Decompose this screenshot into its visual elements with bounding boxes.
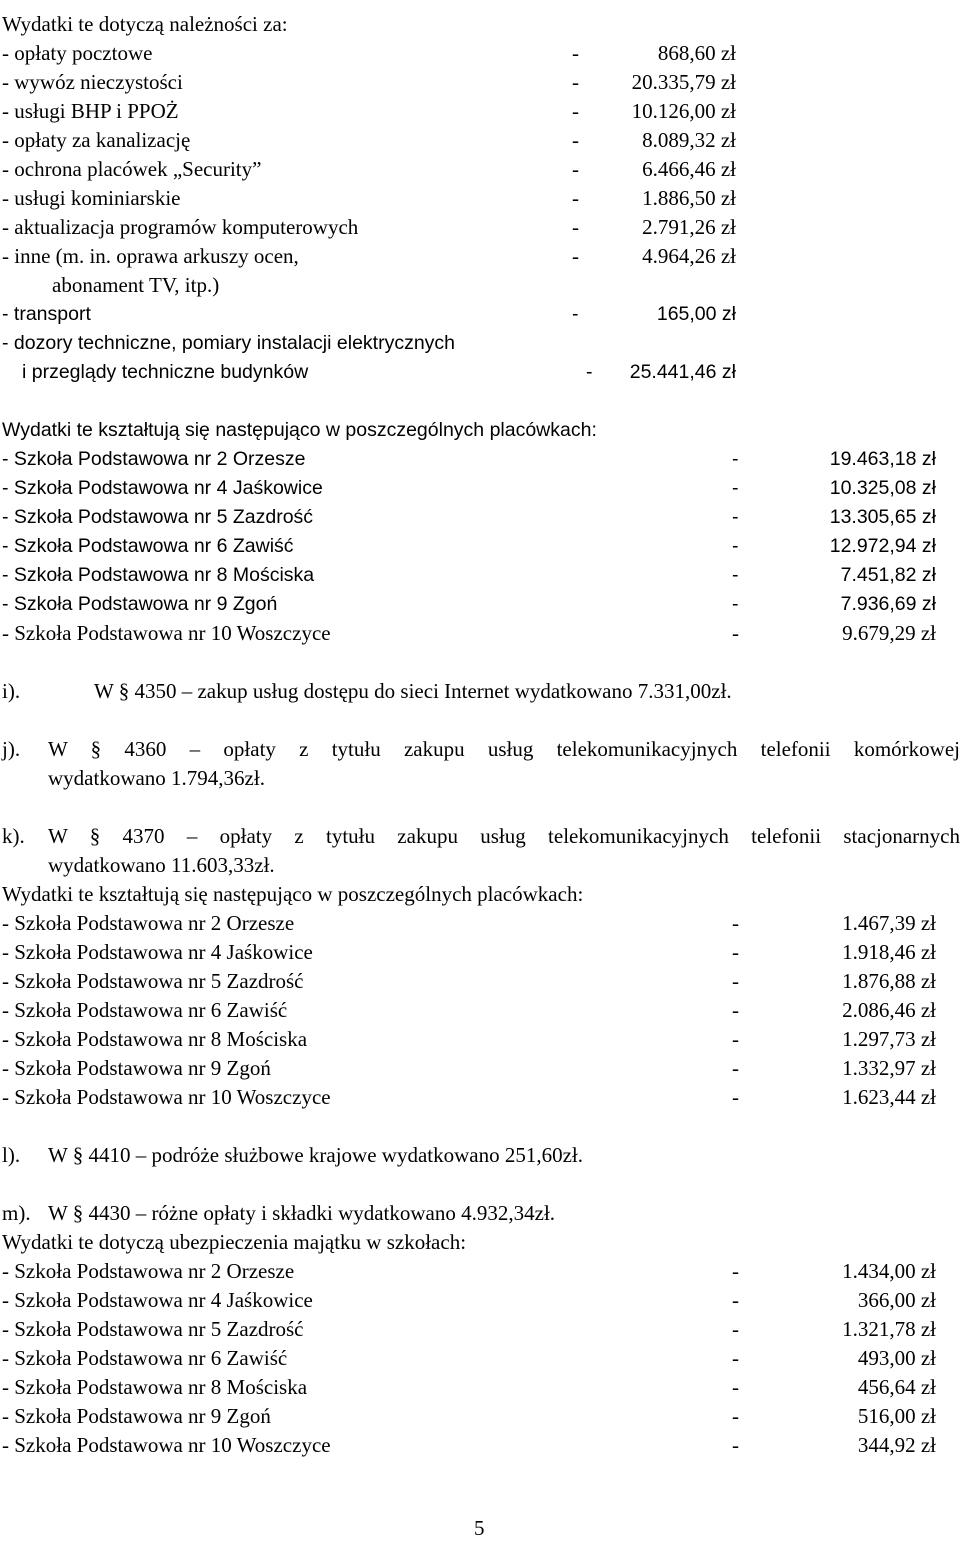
item-label: - Szkoła Podstawowa nr 8 Mościska xyxy=(2,1027,308,1051)
item-label: - Szkoła Podstawowa nr 10 Woszczyce xyxy=(2,1433,331,1457)
item-label: - Szkoła Podstawowa nr 6 Zawiść xyxy=(2,535,294,557)
section4-list xyxy=(2,1257,960,1460)
item-dash: - xyxy=(572,70,579,94)
list-item xyxy=(2,39,960,68)
list-item xyxy=(2,1257,960,1286)
item-label: i przeglądy techniczne budynków xyxy=(22,361,309,383)
item-amount: 10.126,00 zł xyxy=(631,99,736,123)
item-amount: 1.297,73 zł xyxy=(842,1027,936,1051)
item-dash: - xyxy=(586,361,593,383)
item-label: - ochrona placówek „Security” xyxy=(2,157,262,181)
item-amount: 8.089,32 zł xyxy=(642,128,736,152)
item-label: - usługi BHP i PPOŻ xyxy=(2,99,179,123)
paragraph-text: wydatkowano 1.794,36zł. xyxy=(48,766,265,790)
item-dash: - xyxy=(732,1433,739,1457)
list-item xyxy=(2,1054,960,1083)
item-label: - Szkoła Podstawowa nr 6 Zawiść xyxy=(2,1346,288,1370)
item-dash: - xyxy=(572,99,579,123)
item-amount: 1.434,00 zł xyxy=(842,1259,936,1283)
item-dash: - xyxy=(572,128,579,152)
item-amount: 1.321,78 zł xyxy=(842,1317,936,1341)
item-amount: 165,00 zł xyxy=(656,303,736,325)
paragraph-text: W § 4370 – opłaty z tytułu zakupu usług telekomunikacyjnych telefonii stacjonarnych xyxy=(48,824,960,848)
item-amount: 456,64 zł xyxy=(857,1375,936,1399)
item-dash: - xyxy=(732,1056,739,1080)
item-dash: - xyxy=(732,1404,739,1428)
item-amount: 366,00 zł xyxy=(857,1288,936,1312)
item-label: - Szkoła Podstawowa nr 8 Mościska xyxy=(2,564,315,586)
item-dash: - xyxy=(572,303,579,325)
list-item xyxy=(2,1025,960,1054)
paragraph-i xyxy=(2,677,960,706)
item-amount: 868,60 zł xyxy=(657,41,736,65)
item-label: - opłaty za kanalizację xyxy=(2,128,191,152)
item-label: - Szkoła Podstawowa nr 5 Zazdrość xyxy=(2,1317,304,1341)
paragraph-letter: i). xyxy=(2,679,21,703)
list-item xyxy=(2,155,960,184)
item-amount: 1.886,50 zł xyxy=(642,186,736,210)
list-item xyxy=(2,1083,960,1112)
item-dash: - xyxy=(572,244,579,268)
item-amount: 1.332,97 zł xyxy=(842,1056,936,1080)
paragraph-letter: m). xyxy=(2,1201,31,1225)
item-label: - Szkoła Podstawowa nr 9 Zgoń xyxy=(2,1056,271,1080)
item-dash: - xyxy=(732,1346,739,1370)
list-item xyxy=(2,184,960,213)
item-dash: - xyxy=(732,506,739,528)
item-label: - Szkoła Podstawowa nr 9 Zgoń xyxy=(2,1404,271,1428)
item-dash: - xyxy=(732,477,739,499)
item-dash: - xyxy=(732,593,739,615)
item-dash: - xyxy=(732,535,739,557)
item-label: - aktualizacja programów komputerowych xyxy=(2,215,359,239)
list-item xyxy=(2,300,960,329)
item-label: - Szkoła Podstawowa nr 2 Orzesze xyxy=(2,1259,295,1283)
item-label: - Szkoła Podstawowa nr 6 Zawiść xyxy=(2,998,288,1022)
item-dash: - xyxy=(572,186,579,210)
document-page xyxy=(2,0,960,1460)
item-amount: 2.086,46 zł xyxy=(842,998,936,1022)
paragraph-text: wydatkowano 11.603,33zł. xyxy=(48,853,275,877)
item-label: - opłaty pocztowe xyxy=(2,41,153,65)
list-item xyxy=(2,532,960,561)
list-item xyxy=(2,1402,960,1431)
item-dash: - xyxy=(572,157,579,181)
item-amount: 1.623,44 zł xyxy=(842,1085,936,1109)
item-dash: - xyxy=(732,1317,739,1341)
paragraph-j xyxy=(2,735,960,793)
item-amount: 344,92 zł xyxy=(857,1433,936,1457)
item-dash: - xyxy=(732,1375,739,1399)
item-label: - Szkoła Podstawowa nr 4 Jaśkowice xyxy=(2,477,323,499)
item-dash: - xyxy=(732,1085,739,1109)
paragraph-l xyxy=(2,1141,960,1170)
list-item xyxy=(2,358,960,387)
item-dash: - xyxy=(572,215,579,239)
section4-heading: Wydatki te dotyczą ubezpieczenia majątku w szkołach: xyxy=(2,1230,467,1254)
item-amount: 7.936,69 zł xyxy=(840,593,936,615)
item-amount: 4.964,26 zł xyxy=(642,244,736,268)
list-item xyxy=(2,561,960,590)
item-dash: - xyxy=(732,448,739,470)
paragraph-text: W § 4430 – różne opłaty i składki wydatkowano 4.932,34zł. xyxy=(48,1201,556,1225)
list-item xyxy=(2,68,960,97)
item-dash: - xyxy=(732,564,739,586)
item-amount: 25.441,46 zł xyxy=(629,361,736,383)
paragraph-text: W § 4360 – opłaty z tytułu zakupu usług telekomunikacyjnych telefonii komórkowej xyxy=(48,737,960,761)
list-item xyxy=(2,590,960,619)
paragraph-m xyxy=(2,1199,960,1228)
item-amount: 7.451,82 zł xyxy=(840,564,936,586)
item-amount: 493,00 zł xyxy=(857,1346,936,1370)
item-label: - Szkoła Podstawowa nr 2 Orzesze xyxy=(2,911,295,935)
item-label: - dozory techniczne, pomiary instalacji elektrycznych xyxy=(2,332,456,354)
page-number: 5 xyxy=(474,1516,485,1540)
list-item xyxy=(2,213,960,242)
item-amount: 1.467,39 zł xyxy=(842,911,936,935)
item-label: - wywóz nieczystości xyxy=(2,70,183,94)
item-dash: - xyxy=(732,998,739,1022)
item-dash: - xyxy=(572,41,579,65)
item-amount: 1.918,46 zł xyxy=(842,940,936,964)
item-dash: - xyxy=(732,1027,739,1051)
section1-heading: Wydatki te dotyczą należności za: xyxy=(2,12,288,36)
item-dash: - xyxy=(732,940,739,964)
item-dash: - xyxy=(732,621,739,645)
item-label: - Szkoła Podstawowa nr 4 Jaśkowice xyxy=(2,1288,313,1312)
list-item xyxy=(2,242,960,271)
list-item xyxy=(2,619,960,648)
list-item xyxy=(2,909,960,938)
item-label: - transport xyxy=(2,303,91,325)
list-item xyxy=(2,1315,960,1344)
list-item xyxy=(2,503,960,532)
list-item xyxy=(2,445,960,474)
list-item xyxy=(2,967,960,996)
section2-heading: Wydatki te kształtują się następująco w poszczególnych placówkach: xyxy=(2,419,597,441)
item-label: - Szkoła Podstawowa nr 8 Mościska xyxy=(2,1375,308,1399)
list-item xyxy=(2,938,960,967)
item-label: - Szkoła Podstawowa nr 5 Zazdrość xyxy=(2,969,304,993)
item-dash: - xyxy=(732,1288,739,1312)
paragraph-letter: j). xyxy=(2,737,21,761)
paragraph-letter: l). xyxy=(2,1143,21,1167)
list-item xyxy=(2,97,960,126)
item-dash: - xyxy=(732,1259,739,1283)
item-amount: 9.679,29 zł xyxy=(842,621,936,645)
item-amount: 10.325,08 zł xyxy=(829,477,936,499)
item-amount: 6.466,46 zł xyxy=(642,157,736,181)
paragraph-letter: k). xyxy=(2,824,25,848)
paragraph-text: W § 4350 – zakup usług dostępu do sieci Internet wydatkowano 7.331,00zł. xyxy=(94,679,732,703)
item-label: - Szkoła Podstawowa nr 10 Woszczyce xyxy=(2,621,331,645)
section3-list xyxy=(2,909,960,1112)
item-amount: 2.791,26 zł xyxy=(642,215,736,239)
list-item xyxy=(2,126,960,155)
item-continuation: abonament TV, itp.) xyxy=(52,273,220,297)
item-dash: - xyxy=(732,969,739,993)
item-label: - inne (m. in. oprawa arkuszy ocen, xyxy=(2,244,299,268)
paragraph-text: W § 4410 – podróże służbowe krajowe wydatkowano 251,60zł. xyxy=(48,1143,583,1167)
item-dash: - xyxy=(732,911,739,935)
section1-list xyxy=(2,39,960,387)
item-label: - Szkoła Podstawowa nr 10 Woszczyce xyxy=(2,1085,331,1109)
item-amount: 516,00 zł xyxy=(857,1404,936,1428)
item-amount: 12.972,94 zł xyxy=(829,535,936,557)
item-label: - Szkoła Podstawowa nr 2 Orzesze xyxy=(2,448,306,470)
item-label: - Szkoła Podstawowa nr 5 Zazdrość xyxy=(2,506,314,528)
list-item xyxy=(2,474,960,503)
list-item xyxy=(2,996,960,1025)
item-amount: 19.463,18 zł xyxy=(829,448,936,470)
list-item xyxy=(2,1431,960,1460)
item-amount: 13.305,65 zł xyxy=(829,506,936,528)
section3-heading: Wydatki te kształtują się następująco w poszczególnych placówkach: xyxy=(2,882,584,906)
item-label: - Szkoła Podstawowa nr 9 Zgoń xyxy=(2,593,278,615)
paragraph-k xyxy=(2,822,960,880)
list-item xyxy=(2,1286,960,1315)
item-amount: 20.335,79 zł xyxy=(631,70,736,94)
item-label: - usługi kominiarskie xyxy=(2,186,181,210)
section2-list xyxy=(2,445,960,648)
item-amount: 1.876,88 zł xyxy=(842,969,936,993)
list-item xyxy=(2,1344,960,1373)
item-label: - Szkoła Podstawowa nr 4 Jaśkowice xyxy=(2,940,313,964)
list-item xyxy=(2,1373,960,1402)
